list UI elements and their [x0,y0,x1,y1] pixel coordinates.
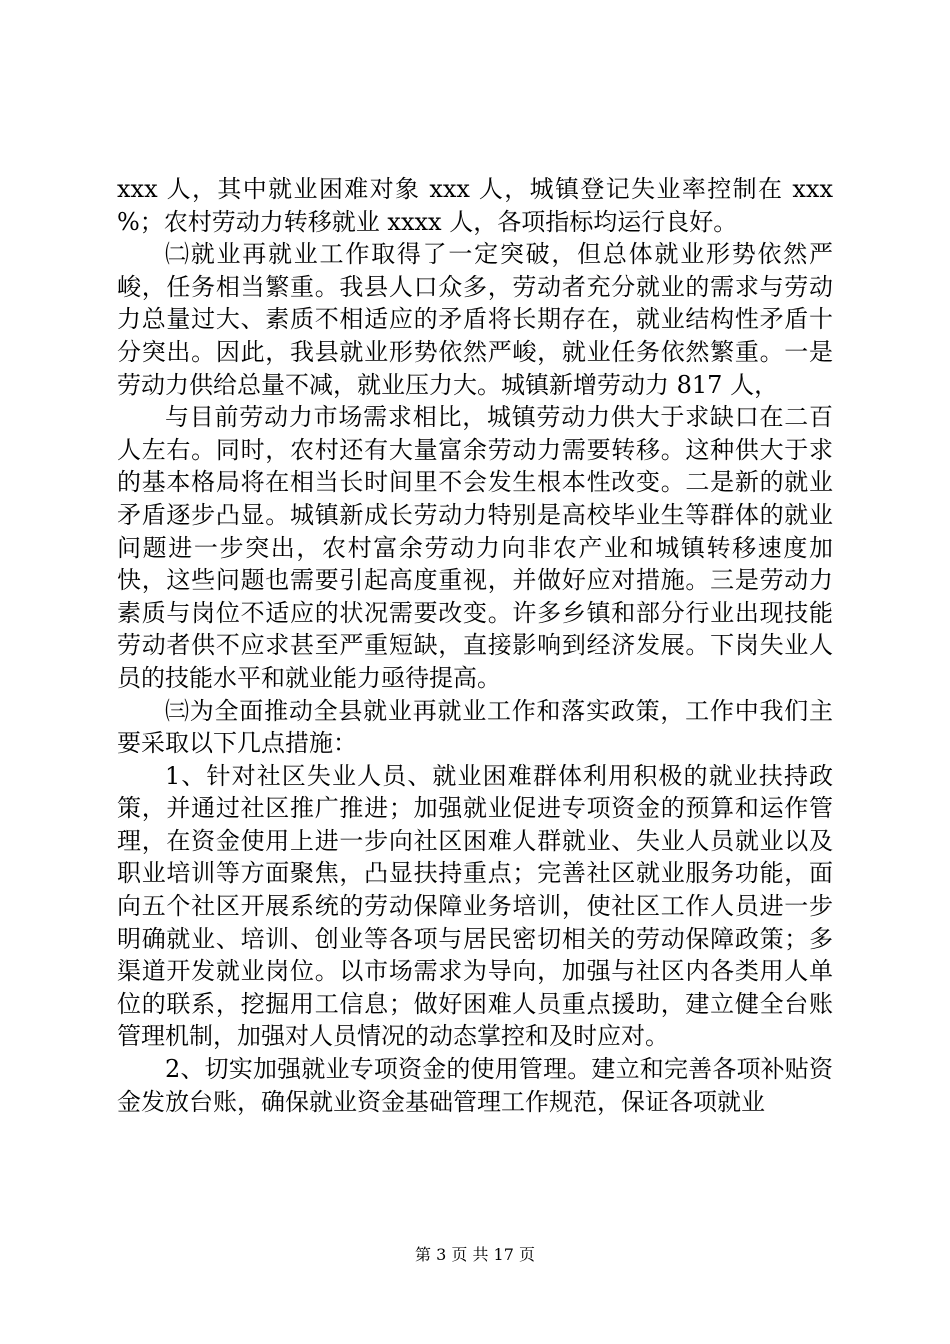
page-footer: 第 3 页 共 17 页 [415,1245,535,1264]
paragraph-4: ㈢为全面推动全县就业再就业工作和落实政策，工作中我们主要采取以下几点措施： [117,696,833,758]
paragraph-3: 与目前劳动力市场需求相比，城镇劳动力供大于求缺口在二百人左右。同时，农村还有大量富余劳动力需要转移。这种供大于求的基本格局将在相当长时间里不会发生根本性改变。二是新的就业矛盾逐步凸显。城镇新成长劳动力特别是高校毕业生等群体的就业问题进一步突出，农村富余劳动力向非农产业和城镇转移速度加快，这些问题也需要引起高度重视，并做好应对措施。三是劳动力素质与岗位不适应的状况需要改变。许多乡镇和部分行业出现技能劳动者供不应求甚至严重短缺，直接影响到经济发展。下岗失业人员的技能水平和就业能力亟待提高。 [117,403,833,692]
paragraph-6: 2、切实加强就业专项资金的使用管理。建立和完善各项补贴资金发放台账，确保就业资金基础管理工作规范，保证各项就业 [117,1055,833,1116]
paragraph-2: ㈡就业再就业工作取得了一定突破，但总体就业形势依然严峻，任务相当繁重。我县人口众多，劳动者充分就业的需求与劳动力总量过大、素质不相适应的矛盾将长期存在，就业结构性矛盾十分突出。因此，我县就业形势依然严峻，就业任务依然繁重。一是劳动力供给总量不减，就业压力大。城镇新增劳动力 817 人， [117,240,833,399]
document-body [117,173,833,1118]
paragraph-5: 1、针对社区失业人员、就业困难群体利用积极的就业扶持政策，并通过社区推广推进；加强就业促进专项资金的预算和运作管理，在资金使用上进一步向社区困难人群就业、失业人员就业以及职业培训等方面聚焦，凸显扶持重点；完善社区就业服务功能，面向五个社区开展系统的劳动保障业务培训，使社区工作人员进一步明确就业、培训、创业等各项与居民密切相关的劳动保障政策；多渠道开发就业岗位。以市场需求为导向，加强与社区内各类用人单位的联系，挖掘用工信息；做好困难人员重点援助，建立健全台账管理机制，加强对人员情况的动态掌控和及时应对。 [117,761,833,1051]
paragraph-1: xxx 人，其中就业困难对象 xxx 人，城镇登记失业率控制在 xxx %；农村劳动力转移就业 xxxx 人，各项指标均运行良好。 [117,175,833,236]
